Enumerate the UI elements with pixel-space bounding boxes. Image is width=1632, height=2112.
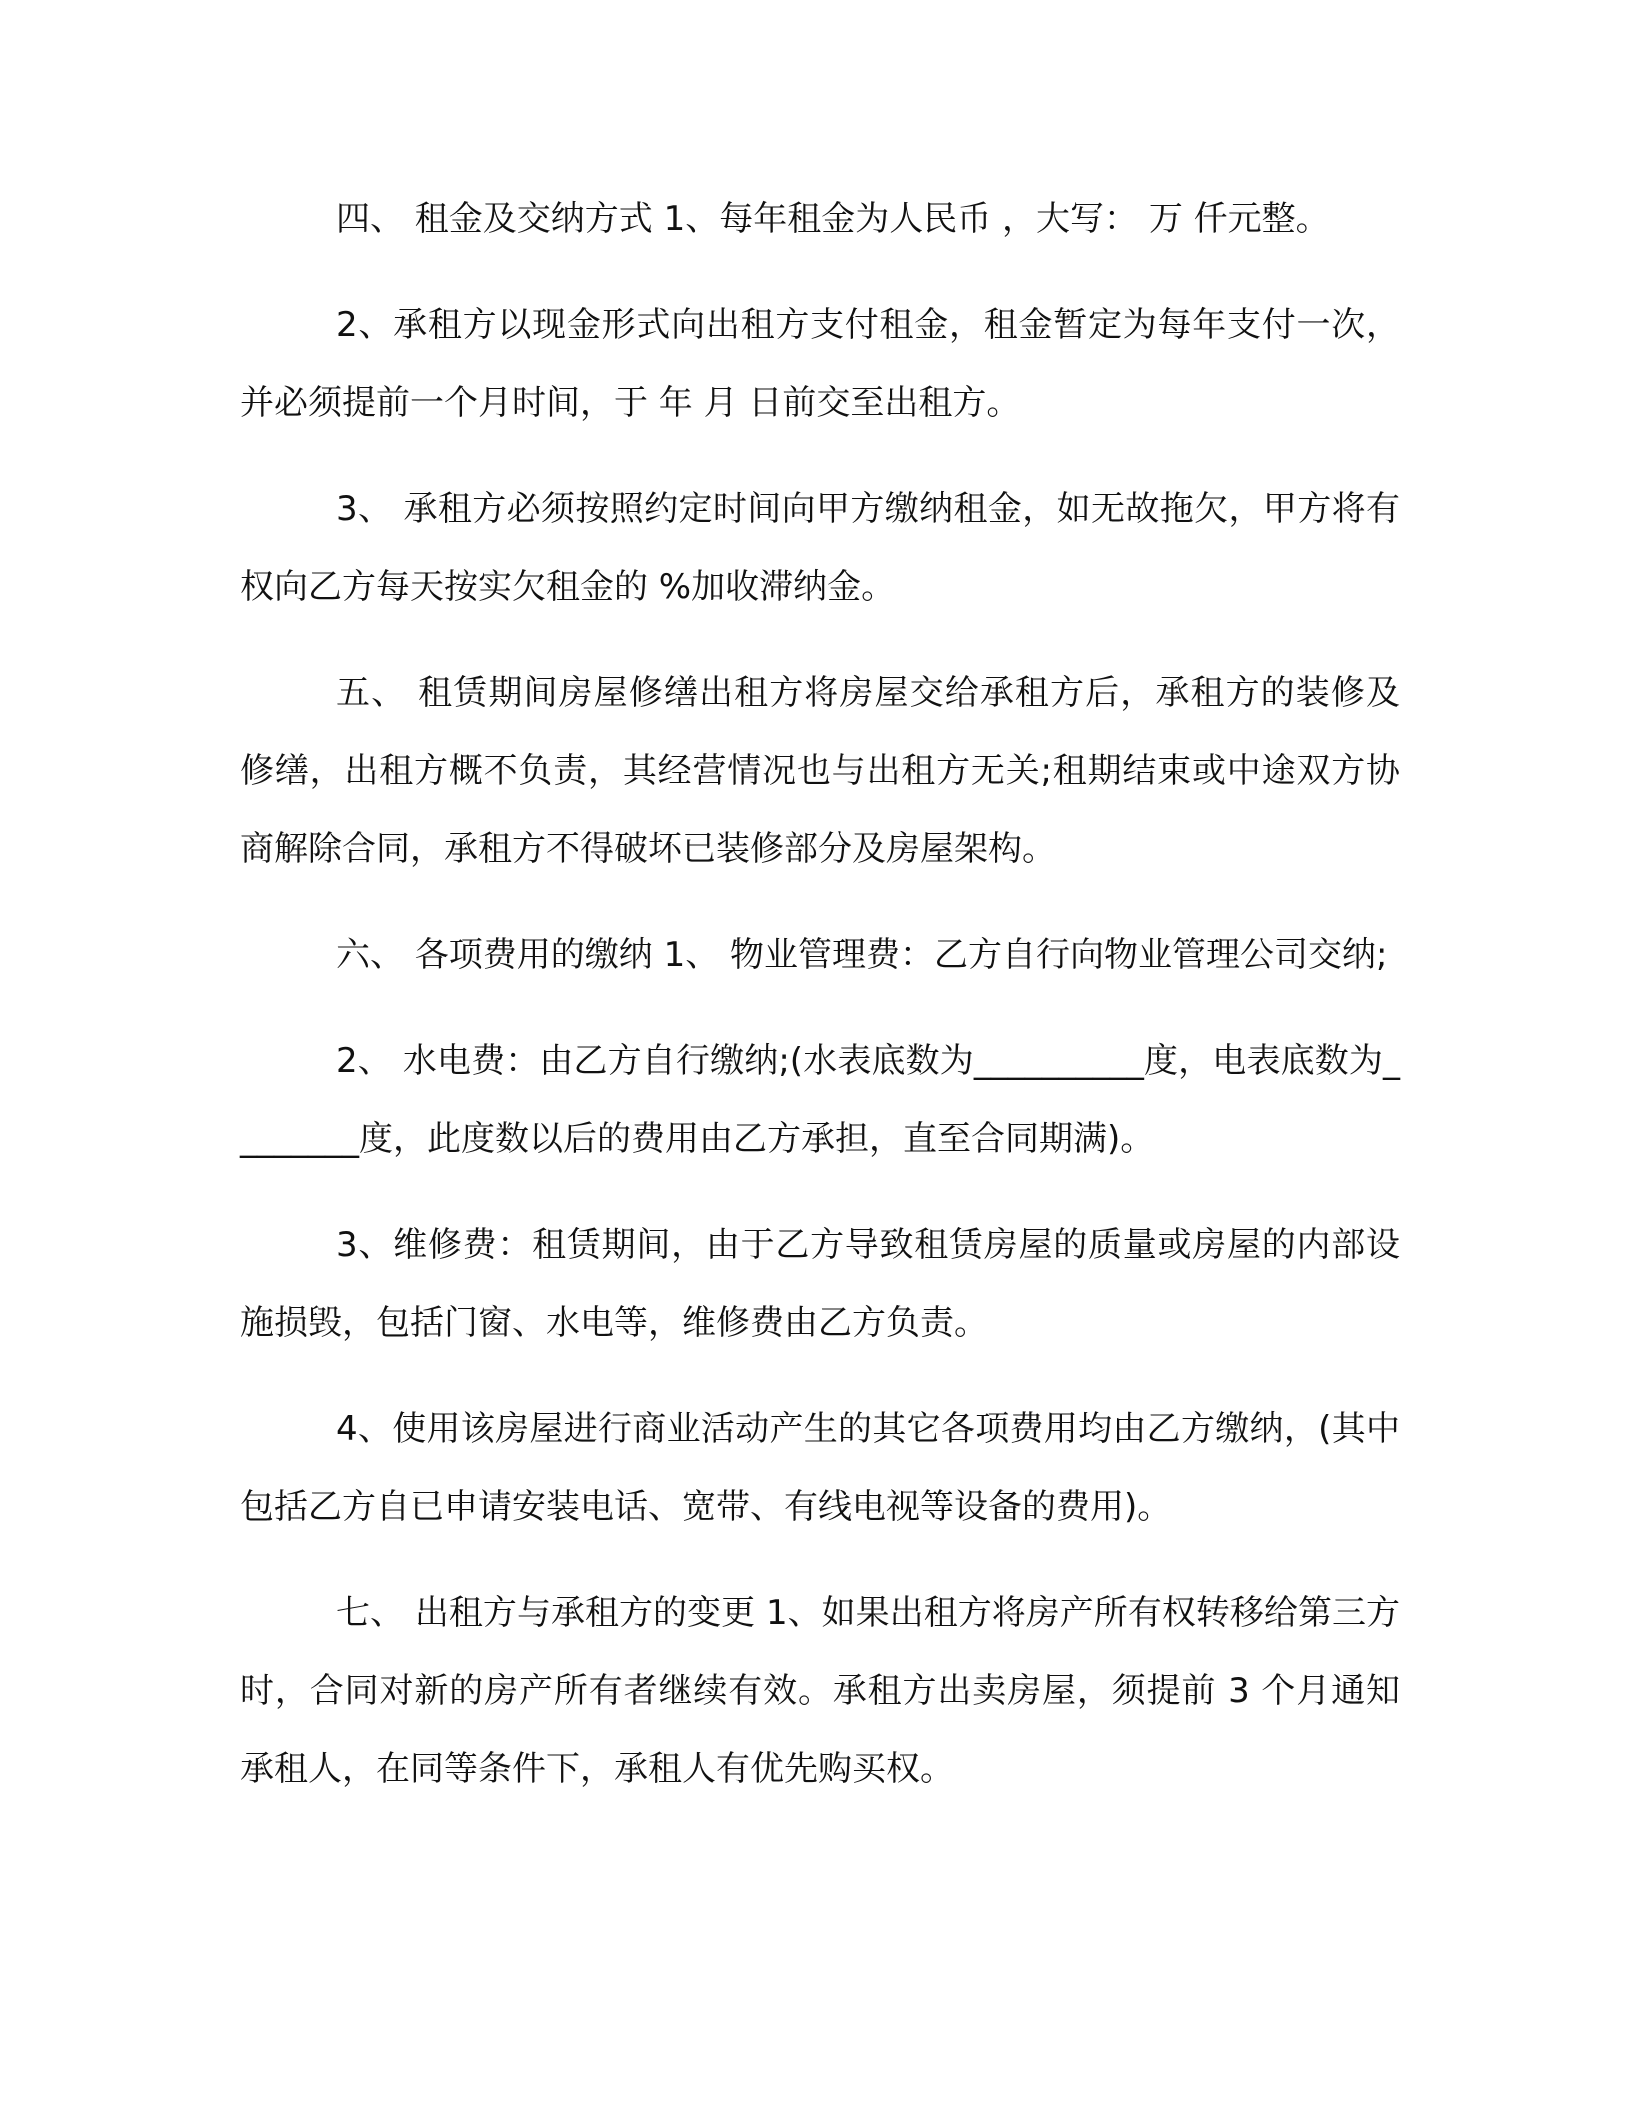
paragraph-late-fee: 3、 承租方必须按照约定时间向甲方缴纳租金，如无故拖欠，甲方将有权向乙方每天按实欠租金的 %加收滞纳金。 [240, 489, 1400, 607]
paragraph-repairs: 五、 租赁期间房屋修缮出租方将房屋交给承租方后，承租方的装修及修缮，出租方概不负责，其经营情况也与出租方无关;租期结束或中途双方协商解除合同，承租方不得破坏已装修部分及房屋架构。 [240, 673, 1400, 869]
paragraph-rent-payment: 四、 租金及交纳方式 1、每年租金为人民币 ，大写： 万 仟元整。 [336, 199, 1330, 239]
paragraph-fees-utilities: 2、 水电费：由乙方自行缴纳;(水表底数为__________度，电表底数为________度，此度数以后的费用由乙方承担，直至合同期满)。 [240, 1041, 1400, 1159]
paragraph-party-changes: 七、 出租方与承租方的变更 1、如果出租方将房产所有权转移给第三方时，合同对新的房产所有者继续有效。承租方出卖房屋，须提前 3 个月通知承租人，在同等条件下，承租人有优先购买权。 [240, 1593, 1400, 1789]
paragraph-fees-maintenance: 3、维修费：租赁期间，由于乙方导致租赁房屋的质量或房屋的内部设施损毁，包括门窗、水电等，维修费由乙方负责。 [240, 1225, 1400, 1343]
paragraph-fees-other: 4、使用该房屋进行商业活动产生的其它各项费用均由乙方缴纳，(其中包括乙方自已申请安装电话、宽带、有线电视等设备的费用)。 [240, 1409, 1400, 1527]
document-body [240, 180, 1400, 1836]
paragraph-payment-method: 2、承租方以现金形式向出租方支付租金，租金暂定为每年支付一次，并必须提前一个月时间，于 年 月 日前交至出租方。 [240, 305, 1400, 423]
paragraph-fees-property: 六、 各项费用的缴纳 1、 物业管理费：乙方自行向物业管理公司交纳; [336, 935, 1388, 975]
